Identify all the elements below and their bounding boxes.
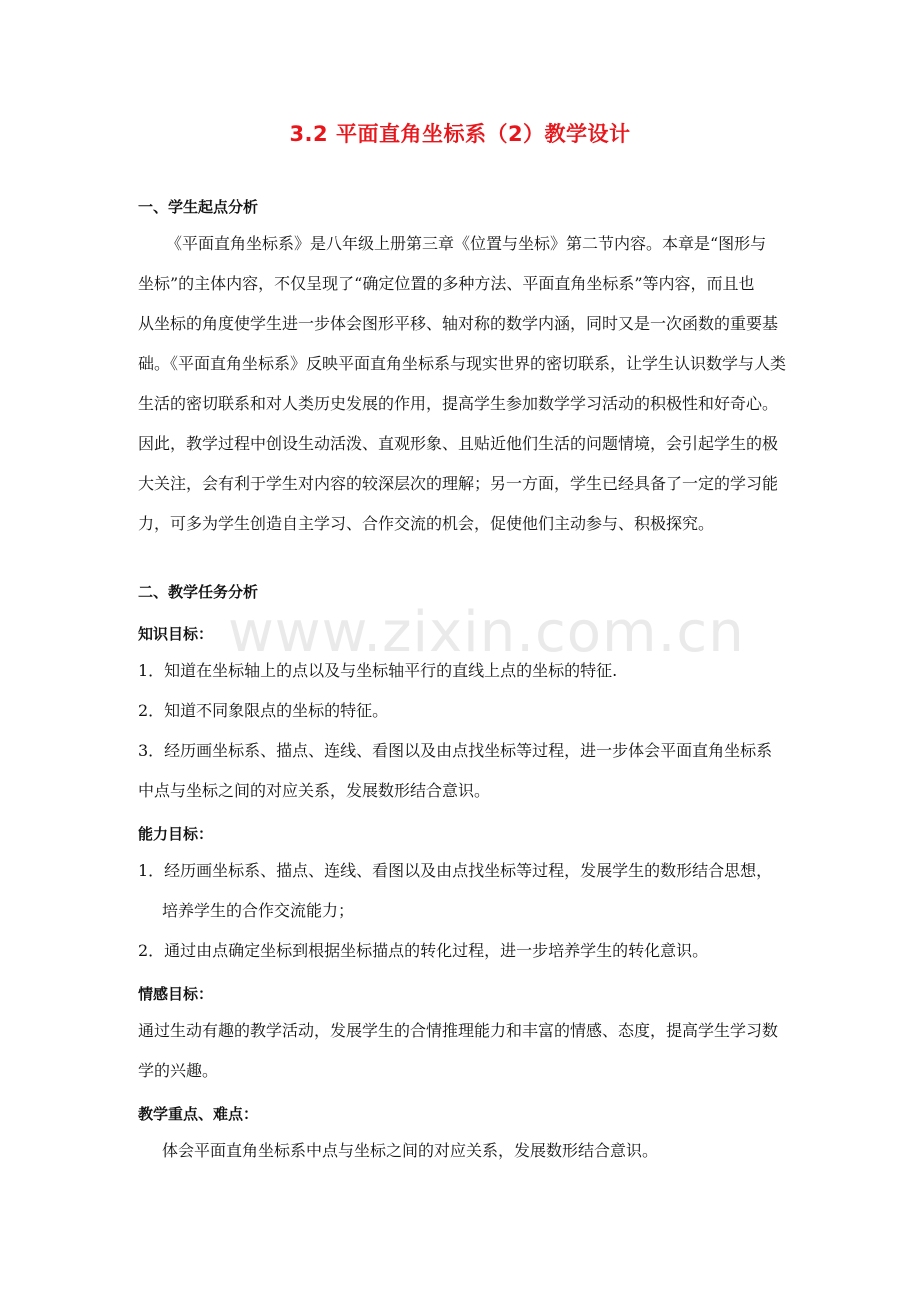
subheading-ability-goals: 能力目标： — [138, 825, 214, 843]
section-heading-student-analysis: 一、学生起点分析 — [138, 198, 259, 216]
paragraph-line: 坐标”的主体内容，不仅呈现了“确定位置的多种方法、平面直角坐标系”等内容，而且也 — [138, 274, 755, 293]
paragraph-line: 《平面直角坐标系》是八年级上册第三章《位置与坐标》第二节内容。本章是“图形与 — [166, 234, 767, 253]
paragraph-line: 础。《平面直角坐标系》反映平面直角坐标系与现实世界的密切联系，让学生认识数学与人类 — [138, 354, 787, 373]
paragraph-line: 从坐标的角度使学生进一步体会图形平移、轴对称的数学内涵，同时又是一次函数的重要基 — [138, 314, 779, 333]
goal-item: 3．经历画坐标系、描点、连线、看图以及由点找坐标等过程，进一步体会平面直角坐标系 — [138, 741, 773, 760]
subheading-key-points: 教学重点、难点： — [138, 1105, 259, 1123]
goal-item: 2．知道不同象限点的坐标的特征。 — [138, 701, 389, 720]
goal-item: 2．通过由点确定坐标到根据坐标描点的转化过程，进一步培养学生的转化意识。 — [138, 941, 709, 960]
document-title: 3.2 平面直角坐标系（2）教学设计 — [289, 122, 631, 146]
goal-item: 培养学生的合作交流能力； — [162, 901, 355, 920]
paragraph-line: 生活的密切联系和对人类历史发展的作用，提高学生参加数学学习活动的积极性和好奇心。 — [138, 394, 779, 413]
goal-item: 1．知道在坐标轴上的点以及与坐标轴平行的直线上点的坐标的特征. — [138, 661, 618, 680]
watermark: www.zixin.com.cn — [228, 600, 745, 665]
section-heading-task-analysis: 二、教学任务分析 — [138, 583, 259, 601]
paragraph-line: 力，可多为学生创造自主学习、合作交流的机会，促使他们主动参与、积极探究。 — [138, 514, 715, 533]
goal-item: 通过生动有趣的教学活动，发展学生的合情推理能力和丰富的情感、态度，提高学生学习数 — [138, 1021, 779, 1040]
goal-item: 1．经历画坐标系、描点、连线、看图以及由点找坐标等过程，发展学生的数形结合思想， — [138, 861, 773, 880]
goal-item: 学的兴趣。 — [138, 1061, 219, 1080]
paragraph-line: 因此，教学过程中创设生动活泼、直观形象、且贴近他们生活的问题情境，会引起学生的极 — [138, 434, 779, 453]
subheading-emotion-goals: 情感目标： — [138, 985, 214, 1003]
subheading-knowledge-goals: 知识目标： — [138, 625, 214, 643]
paragraph-line: 大关注，会有利于学生对内容的较深层次的理解；另一方面，学生已经具备了一定的学习能 — [138, 474, 779, 493]
goal-item: 中点与坐标之间的对应关系，发展数形结合意识。 — [138, 781, 491, 800]
key-point-text: 体会平面直角坐标系中点与坐标之间的对应关系，发展数形结合意识。 — [162, 1141, 659, 1160]
